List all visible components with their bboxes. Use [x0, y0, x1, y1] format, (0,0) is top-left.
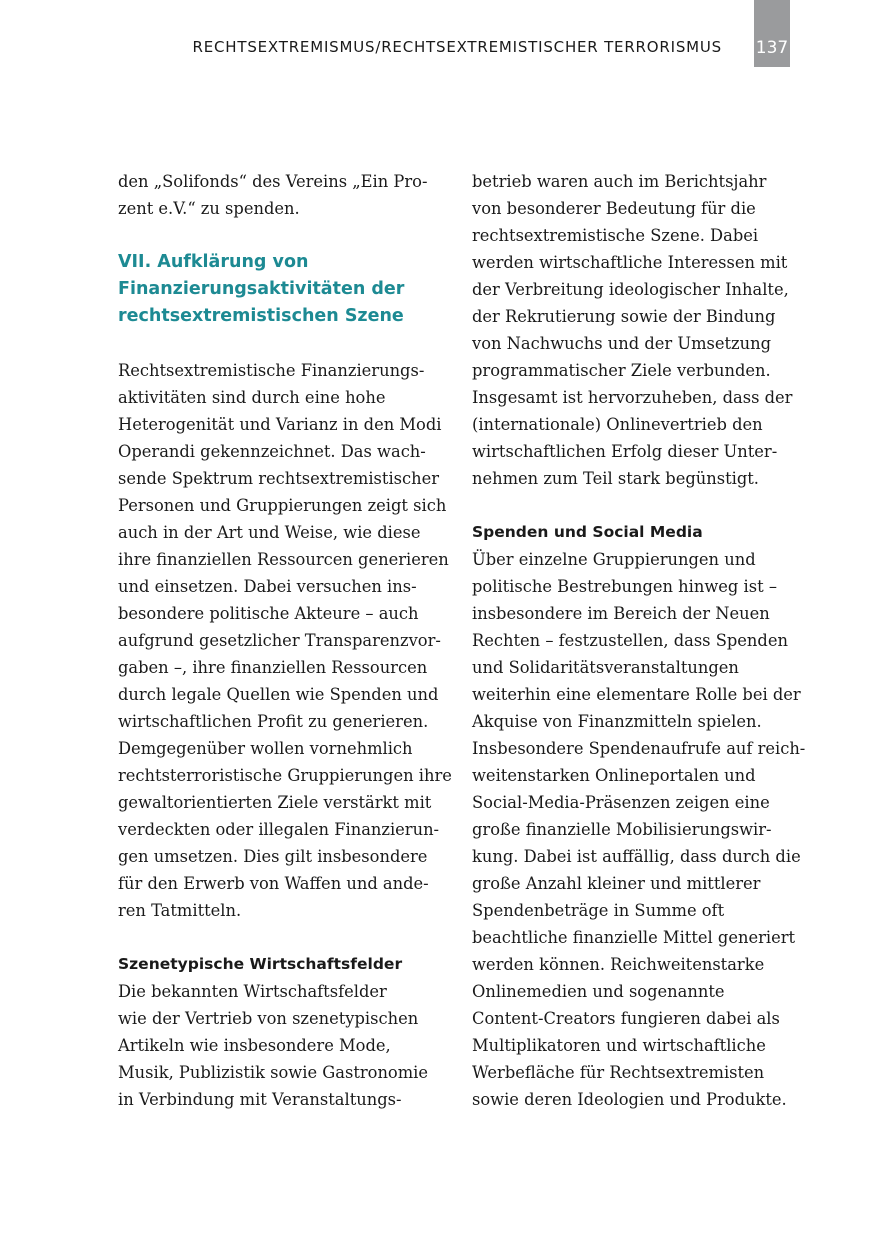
text-line: wie der Vertrieb von szenetypischen [118, 1009, 419, 1028]
sub-paragraph [118, 978, 448, 1113]
text-line: werden wirtschaftliche Interessen mit [472, 253, 788, 272]
text-line: insbesondere im Bereich der Neuen [472, 604, 770, 623]
text-line: ren Tatmitteln. [118, 901, 242, 920]
text-line: große finanzielle Mobilisierungswir- [472, 820, 772, 839]
text-line: sowie deren Ideologien und Produkte. [472, 1090, 787, 1109]
text-line: programmatischer Ziele verbunden. [472, 361, 771, 380]
section-heading-line: VII. Aufklärung von [118, 252, 309, 272]
text-line: kung. Dabei ist auffällig, dass durch die [472, 847, 801, 866]
text-line: für den Erwerb von Waffen und ande- [118, 874, 429, 893]
section-heading-line: rechtsextremistischen Szene [118, 306, 404, 326]
text-line: gewaltorientierten Ziele verstärkt mit [118, 793, 432, 812]
text-line: den „Solifonds“ des Vereins „Ein Pro- [118, 172, 428, 191]
subheading: Szenetypische Wirtschaftsfelder [118, 955, 403, 973]
text-line: Content-Creators fungieren dabei als [472, 1009, 780, 1028]
text-line: und Solidaritätsveranstaltungen [472, 658, 739, 677]
text-line: politische Bestrebungen hinweg ist – [472, 577, 777, 596]
text-line: (internationale) Onlinevertrieb den [472, 415, 763, 434]
text-line: gen umsetzen. Dies gilt insbesondere [118, 847, 428, 866]
sub-paragraph [472, 546, 806, 1113]
text-line: Insgesamt ist hervorzuheben, dass der [472, 388, 793, 407]
text-line: rechtsterroristische Gruppierungen ihre [118, 766, 452, 785]
text-line: durch legale Quellen wie Spenden und [118, 685, 439, 704]
text-line: Personen und Gruppierungen zeigt sich [118, 496, 447, 515]
section-heading-line: Finanzierungsaktivitäten der [118, 279, 405, 299]
page-number-tab [754, 0, 790, 67]
text-line: große Anzahl kleiner und mittlerer [472, 874, 761, 893]
text-line: aktivitäten sind durch eine hohe [118, 388, 386, 407]
text-line: Die bekannten Wirtschaftsfelder [118, 982, 387, 1001]
text-line: von Nachwuchs und der Umsetzung [472, 334, 772, 353]
subheading: Spenden und Social Media [472, 523, 703, 541]
text-line: betrieb waren auch im Berichtsjahr [472, 172, 767, 191]
section-heading [118, 249, 448, 330]
text-line: und einsetzen. Dabei versuchen ins- [118, 577, 417, 596]
text-line: wirtschaftlichen Profit zu generieren. [118, 712, 429, 731]
running-header-title: RECHTSEXTREMISMUS/RECHTSEXTREMISTISCHER TERRORISMUS [192, 38, 722, 56]
text-line: Operandi gekennzeichnet. Das wach- [118, 442, 426, 461]
text-line: Heterogenität und Varianz in den Modi [118, 415, 442, 434]
text-line: zent e.V.“ zu spenden. [118, 199, 300, 218]
text-line: von besonderer Bedeutung für die [472, 199, 756, 218]
text-line: Rechten – festzustellen, dass Spenden [472, 631, 788, 650]
text-line: weiterhin eine elementare Rolle bei der [472, 685, 801, 704]
text-line: der Rekrutierung sowie der Bindung [472, 307, 776, 326]
text-line: weitenstarken Onlineportalen und [472, 766, 756, 785]
text-line: Multiplikatoren und wirtschaftliche [472, 1036, 766, 1055]
page-number: 137 [755, 38, 789, 58]
text-line: verdeckten oder illegalen Finanzierun- [118, 820, 440, 839]
text-line: in Verbindung mit Veranstaltungs- [118, 1090, 402, 1109]
body-paragraph [472, 168, 802, 492]
text-line: rechtsextremistische Szene. Dabei [472, 226, 759, 245]
text-line: Artikeln wie insbesondere Mode, [118, 1036, 391, 1055]
text-line: Spendenbeträge in Summe oft [472, 901, 725, 920]
text-line: werden können. Reichweitenstarke [472, 955, 765, 974]
text-line: Rechtsextremistische Finanzierungs- [118, 361, 425, 380]
body-paragraph [118, 357, 452, 924]
text-line: beachtliche finanzielle Mittel generiert [472, 928, 796, 947]
text-line: Werbefläche für Rechtsextremisten [472, 1063, 765, 1082]
text-line: nehmen zum Teil stark begünstigt. [472, 469, 759, 488]
text-line: Akquise von Finanzmitteln spielen. [472, 712, 762, 731]
text-line: Social-Media-Präsenzen zeigen eine [472, 793, 770, 812]
left-column [118, 168, 452, 1113]
text-line: wirtschaftlichen Erfolg dieser Unter- [472, 442, 778, 461]
text-line: der Verbreitung ideologischer Inhalte, [472, 280, 789, 299]
text-line: Musik, Publizistik sowie Gastronomie [118, 1063, 429, 1082]
text-line: auch in der Art und Weise, wie diese [118, 523, 421, 542]
intro-paragraph [118, 168, 448, 222]
text-line: Onlinemedien und sogenannte [472, 982, 725, 1001]
text-line: Demgegenüber wollen vornehmlich [118, 739, 413, 758]
text-line: gaben –, ihre finanziellen Ressourcen [118, 658, 428, 677]
text-line: sende Spektrum rechtsextremistischer [118, 469, 440, 488]
text-line: aufgrund gesetzlicher Transparenzvor- [118, 631, 441, 650]
text-line: Über einzelne Gruppierungen und [472, 550, 756, 569]
text-line: ihre finanziellen Ressourcen generieren [118, 550, 449, 569]
text-line: Insbesondere Spendenaufrufe auf reich- [472, 739, 806, 758]
right-column [472, 168, 806, 1113]
text-line: besondere politische Akteure – auch [118, 604, 419, 623]
